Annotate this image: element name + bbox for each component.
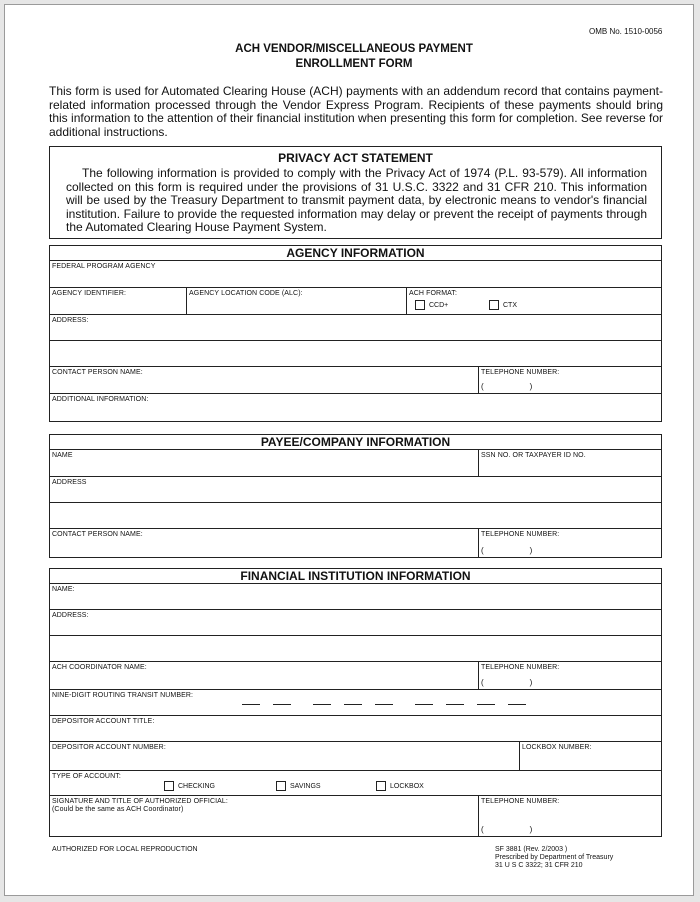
form-number-block — [495, 846, 613, 870]
lockbox-number-field[interactable] — [519, 742, 661, 770]
agency-contact-row — [50, 367, 661, 394]
fi-name-field[interactable] — [50, 584, 661, 610]
account-type-label: TYPE OF ACCOUNT: — [52, 773, 121, 780]
signature-telephone-label: TELEPHONE NUMBER: — [481, 798, 560, 805]
privacy-act-box — [49, 146, 662, 239]
ach-format-cell — [406, 288, 661, 314]
payee-heading: PAYEE/COMPANY INFORMATION — [50, 435, 661, 450]
payee-telephone-label: TELEPHONE NUMBER: — [481, 531, 560, 538]
lockbox-option[interactable] — [376, 781, 424, 791]
depositor-title-field[interactable] — [50, 716, 661, 742]
ccd-checkbox[interactable] — [415, 300, 425, 310]
agency-identifier-label[interactable]: AGENCY IDENTIFIER: — [52, 290, 127, 297]
depositor-title-label: DEPOSITOR ACCOUNT TITLE: — [52, 718, 155, 725]
additional-info-field[interactable] — [50, 394, 661, 421]
routing-number-field[interactable] — [50, 690, 661, 716]
savings-label: SAVINGS — [290, 782, 321, 790]
form-page — [4, 4, 694, 896]
local-reproduction-note: AUTHORIZED FOR LOCAL REPRODUCTION — [52, 846, 198, 853]
financial-heading: FINANCIAL INSTITUTION INFORMATION — [50, 569, 661, 584]
financial-section — [49, 568, 662, 837]
signature-note: (Could be the same as ACH Coordinator) — [52, 806, 184, 813]
depositor-number-label[interactable]: DEPOSITOR ACCOUNT NUMBER: — [52, 744, 166, 751]
prescribed-by: Prescribed by Department of Treasury — [495, 854, 614, 861]
fi-address-field[interactable] — [50, 610, 661, 636]
agency-address-field[interactable] — [50, 315, 661, 341]
payee-address-label: ADDRESS — [52, 479, 87, 486]
depositor-number-row — [50, 742, 661, 771]
federal-program-agency-field[interactable] — [50, 261, 661, 288]
agency-address-label: ADDRESS: — [52, 317, 89, 324]
agency-telephone-field[interactable] — [478, 367, 661, 393]
savings-option[interactable] — [276, 781, 321, 791]
checking-checkbox[interactable] — [164, 781, 174, 791]
lockbox-label: LOCKBOX — [390, 782, 424, 790]
payee-section — [49, 434, 662, 558]
privacy-heading: PRIVACY ACT STATEMENT — [278, 151, 433, 165]
signature-label[interactable]: SIGNATURE AND TITLE OF AUTHORIZED OFFICIAL: (Could be the same as ACH Coordinator) — [50, 796, 661, 814]
fi-telephone-field[interactable] — [478, 662, 661, 689]
ssn-field[interactable] — [478, 450, 661, 476]
payee-address-field[interactable] — [50, 477, 661, 503]
savings-checkbox[interactable] — [276, 781, 286, 791]
ssn-label: SSN NO. OR TAXPAYER ID NO. — [481, 452, 586, 459]
privacy-text: The following information is provided to comply with the Privacy Act of 1974 (P.L. 93-579). All information collected on this form is required under the provisions of 31 U.S.C. 3322 and 31 CFR 210. This information will be used by the Treasury Department to transmit payment data, by electronic means to vendor's financial institution. Failure to provide the requested information may delay or prevent the receipt of payments through the Automated Clearing House Payment System. — [66, 166, 647, 234]
signature-row — [50, 796, 661, 836]
fi-name-label: NAME: — [52, 586, 75, 593]
agency-telephone-label: TELEPHONE NUMBER: — [481, 369, 560, 376]
ach-coordinator-label[interactable]: ACH COORDINATOR NAME: — [52, 664, 147, 671]
agency-contact-label[interactable]: CONTACT PERSON NAME: — [52, 369, 143, 376]
signature-telephone-parens: ( ) — [481, 825, 533, 834]
agency-ids-row — [50, 288, 661, 315]
payee-telephone-parens: ( ) — [481, 546, 533, 555]
payee-name-label[interactable]: NAME — [52, 452, 73, 459]
federal-program-agency-label: FEDERAL PROGRAM AGENCY — [52, 263, 156, 270]
ctx-checkbox[interactable] — [489, 300, 499, 310]
payee-contact-label[interactable]: CONTACT PERSON NAME: — [52, 531, 143, 538]
payee-name-row — [50, 450, 661, 477]
lockbox-number-label: LOCKBOX NUMBER: — [522, 744, 592, 751]
ctx-label: CTX — [503, 301, 517, 309]
agency-telephone-parens: ( ) — [481, 382, 533, 391]
signature-telephone-field[interactable] — [478, 796, 661, 836]
ccd-option[interactable] — [415, 300, 448, 310]
agency-section — [49, 245, 662, 422]
checking-label: CHECKING — [178, 782, 215, 790]
lockbox-checkbox[interactable] — [376, 781, 386, 791]
fi-telephone-parens: ( ) — [481, 678, 533, 687]
ach-format-label: ACH FORMAT: — [409, 290, 458, 297]
form-number: SF 3881 (Rev. 2/2003 ) — [495, 846, 568, 853]
routing-number-label: NINE-DIGIT ROUTING TRANSIT NUMBER: — [52, 692, 194, 699]
omb-number: OMB No. 1510-0056 — [589, 27, 663, 36]
ctx-option[interactable] — [489, 300, 517, 310]
ccd-label: CCD+ — [429, 301, 449, 309]
fi-address-line2[interactable] — [50, 636, 661, 662]
checking-option[interactable] — [164, 781, 215, 791]
legal-citation: 31 U S C 3322; 31 CFR 210 — [495, 862, 583, 869]
account-type-row — [50, 771, 661, 796]
agency-heading: AGENCY INFORMATION — [50, 246, 661, 261]
fi-address-label: ADDRESS: — [52, 612, 89, 619]
agency-location-code-label: AGENCY LOCATION CODE (ALC): — [189, 290, 303, 297]
payee-contact-row — [50, 529, 661, 557]
fi-telephone-label: TELEPHONE NUMBER: — [481, 664, 560, 671]
agency-address-line2[interactable] — [50, 341, 661, 367]
form-title — [5, 42, 700, 72]
intro-paragraph: This form is used for Automated Clearing House (ACH) payments with an addendum record that contains payment-related information processed through the Vendor Express Program. Recipients of these payments should bring this information to the attention of their financial institution when presenting this form for completion. See reverse for additional instructions. — [49, 84, 663, 139]
payee-telephone-field[interactable] — [478, 529, 661, 557]
form-title-line1: ACH VENDOR/MISCELLANEOUS PAYMENT — [235, 43, 473, 55]
additional-info-label: ADDITIONAL INFORMATION: — [52, 396, 149, 403]
ach-coordinator-row — [50, 662, 661, 690]
payee-address-line2[interactable] — [50, 503, 661, 529]
routing-digit-blanks — [242, 704, 539, 705]
form-title-line2: ENROLLMENT FORM — [295, 58, 413, 70]
